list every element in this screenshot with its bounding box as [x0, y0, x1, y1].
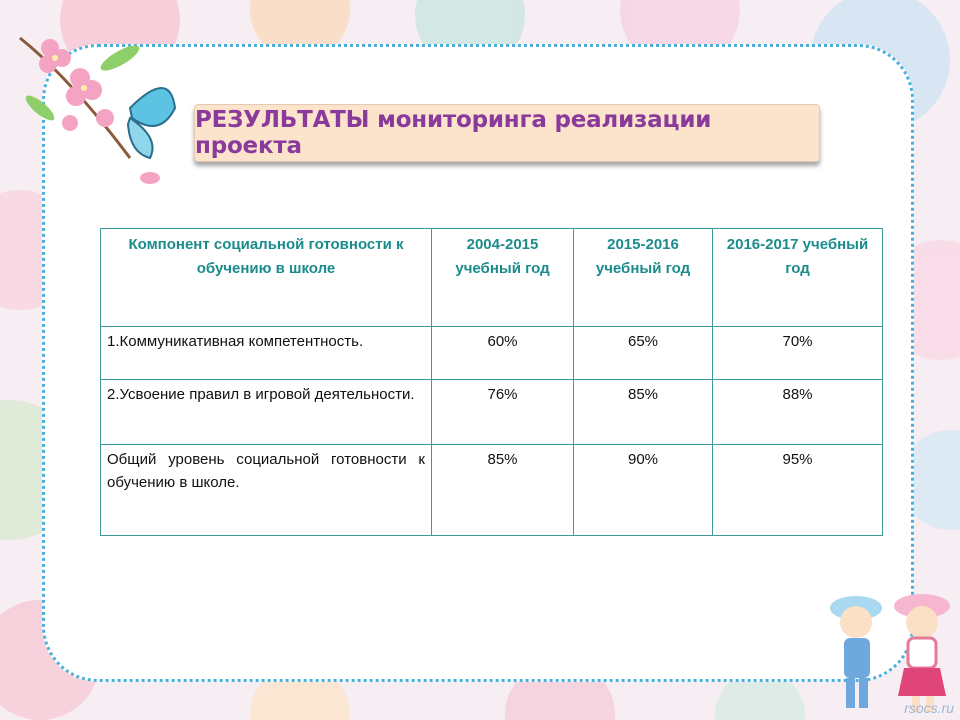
- title-banner: [194, 104, 820, 162]
- header-component: Компонент социальной готовности к обучению в школе: [101, 229, 432, 327]
- watermark: rsocs.ru: [904, 700, 954, 716]
- table-row: [101, 327, 883, 380]
- header-year-2: 2015-2016 учебный год: [574, 229, 713, 327]
- table-header-row: [101, 229, 883, 327]
- table-row: [101, 380, 883, 445]
- cell-value: 65%: [574, 327, 713, 380]
- header-year-1: 2004-2015 учебный год: [432, 229, 574, 327]
- cell-value: 70%: [713, 327, 883, 380]
- results-table: [100, 228, 883, 536]
- cell-value: 85%: [574, 380, 713, 445]
- table-row: [101, 445, 883, 536]
- cell-value: 85%: [432, 445, 574, 536]
- flower-butterfly-decoration: [10, 18, 190, 188]
- page-title: РЕЗУЛЬТАТЫ мониторинга реализации проекта: [195, 107, 712, 159]
- cell-value: 95%: [713, 445, 883, 536]
- cell-value: 76%: [432, 380, 574, 445]
- cell-value: 88%: [713, 380, 883, 445]
- cell-value: 60%: [432, 327, 574, 380]
- row-label: 1.Коммуникативная компетентность.: [101, 327, 432, 380]
- row-label: 2.Усвоение правил в игровой деятельности.: [101, 380, 432, 445]
- header-year-3: 2016-2017 учебный год: [713, 229, 883, 327]
- row-label: Общий уровень социальной готовности к обучению в школе.: [101, 445, 432, 536]
- cell-value: 90%: [574, 445, 713, 536]
